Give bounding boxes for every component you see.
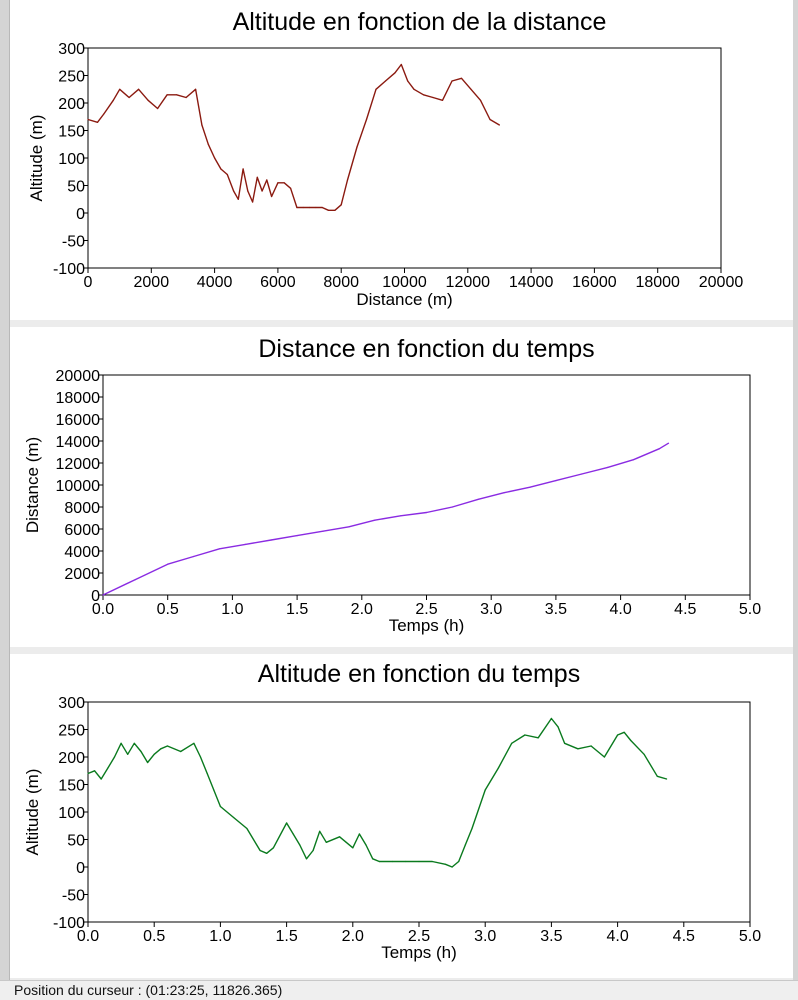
y-tick-label: 8000 [64,500,100,517]
y-tick-label: 50 [67,178,85,196]
data-point-dist-time [426,512,427,513]
x-tick-label: 0.5 [156,601,179,618]
data-point-alt-dist [277,182,278,183]
data-point-alt-time [432,861,433,862]
data-point-dist-time [219,548,220,549]
data-point-alt-dist [238,199,239,200]
data-point-alt-time [485,789,486,790]
y-tick-label: 4000 [64,544,100,561]
x-tick-label: 0.0 [91,601,115,618]
data-point-dist-time [633,459,634,460]
x-tick-label: 4.0 [609,601,632,618]
data-point-alt-time [260,850,261,851]
data-point-alt-time [306,858,307,859]
x-tick-label: 4.0 [606,928,629,945]
y-tick-label: 150 [58,123,85,141]
data-point-alt-time [657,776,658,777]
series-line-alt-dist [88,65,499,211]
data-point-alt-dist [113,100,114,101]
y-tick-label: 20000 [55,368,100,385]
y-tick-label: 14000 [55,434,100,451]
data-point-alt-time [121,743,122,744]
data-point-dist-time [297,535,298,536]
data-point-alt-time [551,718,552,719]
data-point-alt-time [154,754,155,755]
data-point-alt-dist [461,78,462,79]
data-point-dist-time [167,564,168,565]
data-point-alt-dist [97,122,98,123]
data-point-alt-time [213,789,214,790]
data-point-alt-dist [315,207,316,208]
x-tick-label: 2.0 [341,928,364,945]
chart-title: Altitude en fonction du temps [257,660,581,688]
data-point-alt-time [379,861,380,862]
x-tick-label: 10000 [382,274,427,291]
chart-distance-vs-time [10,327,793,647]
data-point-alt-time [326,842,327,843]
data-point-alt-dist [167,94,168,95]
data-point-dist-time [322,531,323,532]
x-tick-label: 4.5 [672,928,695,945]
data-point-alt-time [94,770,95,771]
y-tick-label: 150 [58,777,85,795]
x-tick-label: 2.5 [407,928,431,945]
data-point-dist-time [607,467,608,468]
data-point-dist-time [452,506,453,507]
y-tick-label: 300 [58,41,85,58]
chart-altitude-vs-time [10,654,793,978]
data-point-alt-time [127,754,128,755]
data-point-alt-dist [394,72,395,73]
x-tick-label: 2.5 [415,601,438,618]
data-point-alt-time [418,861,419,862]
data-point-alt-dist [247,190,248,191]
data-point-alt-dist [489,119,490,120]
data-point-alt-dist [296,207,297,208]
data-point-alt-time [538,737,539,738]
data-point-alt-time [564,743,565,744]
y-axis-label: Distance (m) [23,436,42,534]
data-point-alt-dist [138,89,139,90]
data-point-alt-dist [103,113,104,114]
series-line-alt-time [88,719,667,868]
data-point-alt-time [458,861,459,862]
data-point-alt-dist [290,188,291,189]
y-tick-label: 200 [58,750,85,767]
data-point-alt-dist [442,100,443,101]
data-point-alt-time [233,817,234,818]
data-point-alt-dist [356,146,357,147]
data-point-dist-time [659,448,660,449]
data-point-alt-time [511,743,512,744]
data-point-alt-time [365,844,366,845]
data-point-alt-dist [328,210,329,211]
data-point-alt-time [405,861,406,862]
x-tick-label: 8000 [323,274,359,291]
y-tick-label: -50 [61,887,85,905]
x-tick-label: 3.0 [474,928,497,945]
data-point-alt-dist [243,168,244,169]
data-point-alt-dist [201,124,202,125]
data-point-alt-time [134,743,135,744]
x-axis-label: Temps (h) [388,616,465,635]
y-tick-label: 6000 [64,522,100,539]
y-tick-label: 300 [58,695,85,712]
data-point-dist-time [529,487,530,488]
data-point-alt-time [273,847,274,848]
data-point-alt-dist [157,108,158,109]
data-point-alt-time [339,836,340,837]
data-point-dist-time [581,473,582,474]
data-point-alt-time [114,756,115,757]
data-point-alt-dist [480,100,481,101]
data-point-alt-dist [303,207,304,208]
x-tick-label: 1.5 [275,928,298,945]
data-point-alt-dist [262,190,263,191]
data-point-alt-time [220,806,221,807]
data-point-alt-time [630,740,631,741]
data-point-alt-dist [341,204,342,205]
data-point-alt-dist [220,168,221,169]
data-point-alt-dist [470,89,471,90]
x-tick-label: 12000 [445,274,491,291]
y-tick-label: -50 [61,233,85,251]
plot-frame [88,48,721,268]
chart-panel-distance-time [10,327,793,647]
data-point-alt-dist [451,80,452,81]
data-point-alt-time [445,864,446,865]
data-point-alt-time [286,822,287,823]
data-point-alt-time [452,866,453,867]
chart-title: Altitude en fonction de la distance [232,8,607,36]
y-tick-label: 200 [58,96,85,113]
data-point-dist-time [348,526,349,527]
data-point-alt-time [87,773,88,774]
x-axis-label: Temps (h) [381,943,457,962]
data-point-dist-time [245,544,246,545]
data-point-alt-dist [257,177,258,178]
x-tick-label: 1.5 [285,601,309,618]
plot-frame [88,702,750,922]
data-point-alt-time [313,850,314,851]
x-tick-label: 3.5 [540,928,563,945]
data-point-alt-dist [334,210,335,211]
data-point-alt-time [293,833,294,834]
data-point-dist-time [271,539,272,540]
data-point-alt-dist [266,179,267,180]
y-tick-label: 100 [58,805,85,822]
data-point-alt-time [465,844,466,845]
data-point-alt-dist [195,89,196,90]
data-point-alt-dist [129,97,130,98]
data-point-alt-dist [309,207,310,208]
x-tick-label: 14000 [508,274,554,291]
x-tick-label: 3.5 [544,601,568,618]
y-tick-label: 0 [76,860,85,877]
data-point-alt-time [200,756,201,757]
data-point-alt-dist [186,97,187,98]
y-tick-label: -100 [52,261,85,278]
y-tick-label: 250 [58,68,85,86]
data-point-alt-dist [119,89,120,90]
data-point-alt-time [591,745,592,746]
data-point-alt-time [644,754,645,755]
data-point-dist-time [135,579,136,580]
data-point-alt-time [666,778,667,779]
y-tick-label: 100 [58,151,85,168]
data-point-alt-time [352,847,353,848]
data-point-alt-dist [233,190,234,191]
x-tick-label: 4.5 [674,601,697,618]
y-tick-label: 12000 [55,456,100,473]
y-tick-label: 50 [67,832,85,850]
data-point-alt-time [624,732,625,733]
data-point-alt-dist [407,80,408,81]
data-point-alt-time [207,773,208,774]
data-point-alt-time [193,743,194,744]
data-point-alt-dist [347,179,348,180]
data-point-dist-time [400,515,401,516]
data-point-alt-time [346,842,347,843]
x-tick-label: 2000 [133,274,170,291]
data-point-alt-dist [432,97,433,98]
data-point-dist-time [102,594,103,595]
data-point-alt-time [359,833,360,834]
data-point-alt-dist [499,124,500,125]
data-point-alt-dist [423,94,424,95]
data-point-alt-dist [87,119,88,120]
data-point-alt-dist [375,89,376,90]
window-right-edge [793,0,798,980]
x-tick-label: 0 [83,274,93,291]
chart-altitude-vs-distance [10,0,793,320]
data-point-alt-dist [252,201,253,202]
x-tick-label: 3.0 [480,601,503,618]
y-tick-label: 2000 [64,566,100,583]
data-point-alt-time [107,767,108,768]
data-point-alt-dist [214,157,215,158]
data-point-alt-time [147,762,148,763]
x-tick-label: 0.5 [143,928,166,945]
data-point-alt-dist [227,174,228,175]
data-point-alt-dist [413,89,414,90]
cursor-position-text: Position du curseur : (01:23:25, 11826.365) [14,982,283,998]
data-point-alt-dist [148,100,149,101]
y-tick-label: 0 [76,206,85,223]
x-tick-label: 20000 [698,274,744,291]
y-tick-label: 10000 [55,478,100,495]
x-tick-label: 1.0 [209,928,232,945]
data-point-alt-time [617,734,618,735]
data-point-alt-dist [322,207,323,208]
data-point-alt-time [372,858,373,859]
x-tick-label: 18000 [635,274,680,291]
data-point-alt-time [160,748,161,749]
data-point-alt-dist [271,196,272,197]
plot-frame [103,375,750,595]
data-point-alt-time [471,828,472,829]
y-tick-label: -100 [52,915,85,932]
x-axis-label: Distance (m) [356,290,453,309]
data-point-alt-dist [208,144,209,145]
y-tick-label: 18000 [55,390,100,407]
chart-title: Distance en fonction du temps [258,335,595,363]
y-tick-label: 16000 [55,412,100,429]
data-point-alt-time [498,767,499,768]
data-point-alt-time [101,778,102,779]
x-tick-label: 4000 [196,274,233,291]
x-tick-label: 0.0 [76,928,100,945]
y-tick-label: 250 [58,722,85,740]
y-tick-label: 0 [91,588,100,605]
data-point-alt-time [524,734,525,735]
y-axis-label: Altitude (m) [27,114,46,202]
x-tick-label: 16000 [572,274,617,291]
data-point-dist-time [478,499,479,500]
x-tick-label: 1.0 [221,601,244,618]
x-tick-label: 5.0 [738,601,762,618]
data-point-dist-time [374,520,375,521]
data-point-alt-time [266,853,267,854]
data-point-alt-time [167,745,168,746]
data-point-alt-time [604,756,605,757]
x-tick-label: 5.0 [738,928,762,945]
data-point-alt-dist [366,119,367,120]
data-point-alt-time [392,861,393,862]
window-left-edge [0,0,10,980]
status-bar [0,980,798,1000]
data-point-alt-time [299,844,300,845]
y-axis-label: Altitude (m) [23,768,42,856]
data-point-alt-time [319,831,320,832]
data-point-alt-dist [284,182,285,183]
x-tick-label: 6000 [260,274,296,291]
data-point-dist-time [193,556,194,557]
data-point-alt-time [180,751,181,752]
data-point-alt-time [577,748,578,749]
data-point-dist-time [668,443,669,444]
data-point-dist-time [555,480,556,481]
chart-panel-altitude-distance [10,0,793,320]
data-point-alt-time [246,828,247,829]
x-tick-label: 2.0 [350,601,373,618]
data-point-alt-dist [385,80,386,81]
data-point-alt-dist [401,64,402,65]
data-point-alt-time [140,751,141,752]
data-point-alt-time [557,726,558,727]
data-point-alt-dist [176,94,177,95]
chart-panel-altitude-time [10,654,793,978]
series-line-dist-time [103,443,669,595]
data-point-dist-time [504,492,505,493]
